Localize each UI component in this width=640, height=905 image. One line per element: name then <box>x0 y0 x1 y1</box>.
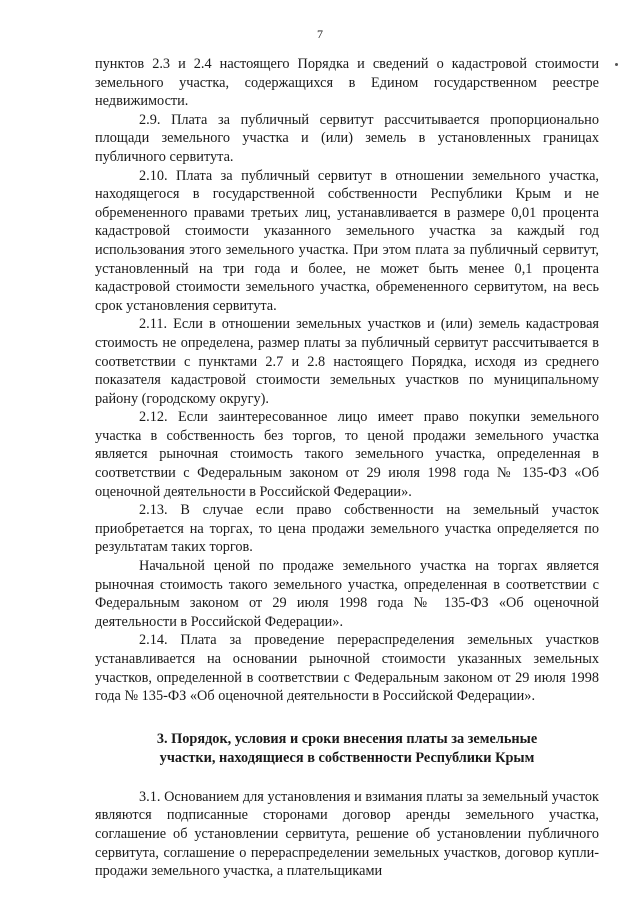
paragraph-2-10: 2.10. Плата за публичный сервитут в отношении земельного участка, находящегося в государственной собственности Республики Крым и не обремененного правами третьих лиц, устанавливается в размере 0,01 процента кадастровой стоимости указанного земельного участка за каждый год использования этого земельного участка. При этом плата за публичный сервитут, установленный на три года и более, не может быть менее 0,1 процента кадастровой стоимости земельного участка, обремененного сервитутом, на весь срок установления сервитута. <box>95 167 599 314</box>
section-heading <box>95 730 599 768</box>
page-number: 7 <box>317 27 323 41</box>
paragraph-2-13-initial-price: Начальной ценой по продаже земельного участка на торгах является рыночная стоимость такого земельного участка, определенная в соответствии с Федеральным законом от 29 июля 1998 года № 135-ФЗ «Об оценочной деятельности в Российской Федерации». <box>95 558 599 630</box>
scan-mark <box>615 63 618 66</box>
paragraph-2-14: 2.14. Плата за проведение перераспределения земельных участков устанавливается на основании рыночной стоимости указанных земельных участков, определенной в соответствии с Федеральным законом от 29 июля 1998 года № 135-ФЗ «Об оценочной деятельности в Российской Федерации». <box>95 632 599 705</box>
paragraph-2-12: 2.12. Если заинтересованное лицо имеет право покупки земельного участка в собственность без торгов, то ценой продажи земельного участка является рыночная стоимость такого земельного участка, определенная в соответствии с Федеральным законом от 29 июля 1998 года № 135-ФЗ «Об оценочной деятельности в Российской Федерации». <box>95 409 599 500</box>
document-body <box>95 55 599 881</box>
section-heading-line-2: участки, находящиеся в собственности Республики Крым <box>159 749 535 766</box>
paragraph-3-1: 3.1. Основанием для установления и взимания платы за земельный участок являются подписанные сторонами договор аренды земельного участка, соглашение об установлении сервитута, решение об установлении публичного сервитута, соглашение о перераспределении земельных участков, договор купли-продажи земельного участка, а плательщиками <box>95 788 599 880</box>
section-heading-line-1: 3. Порядок, условия и сроки внесения платы за земельные <box>156 730 538 747</box>
paragraph-2-11: 2.11. Если в отношении земельных участков и (или) земель кадастровая стоимость не определена, размер платы за публичный сервитут рассчитывается в соответствии с пунктами 2.7 и 2.8 настоящего Порядка, исходя из среднего показателя кадастровой стоимости земельных участков по муниципальному району (городскому округу). <box>95 316 599 407</box>
paragraph-2-13: 2.13. В случае если право собственности на земельный участок приобретается на торгах, то цена продажи земельного участка определяется по результатам таких торгов. <box>95 502 599 556</box>
paragraph-2-9: 2.9. Плата за публичный сервитут рассчитывается пропорционально площади земельного участка и (или) земель в установленных границах публичного сервитута. <box>95 111 599 165</box>
paragraph-continuation: пунктов 2.3 и 2.4 настоящего Порядка и сведений о кадастровой стоимости земельного участка, содержащихся в Едином государственном реестре недвижимости. <box>95 56 599 110</box>
